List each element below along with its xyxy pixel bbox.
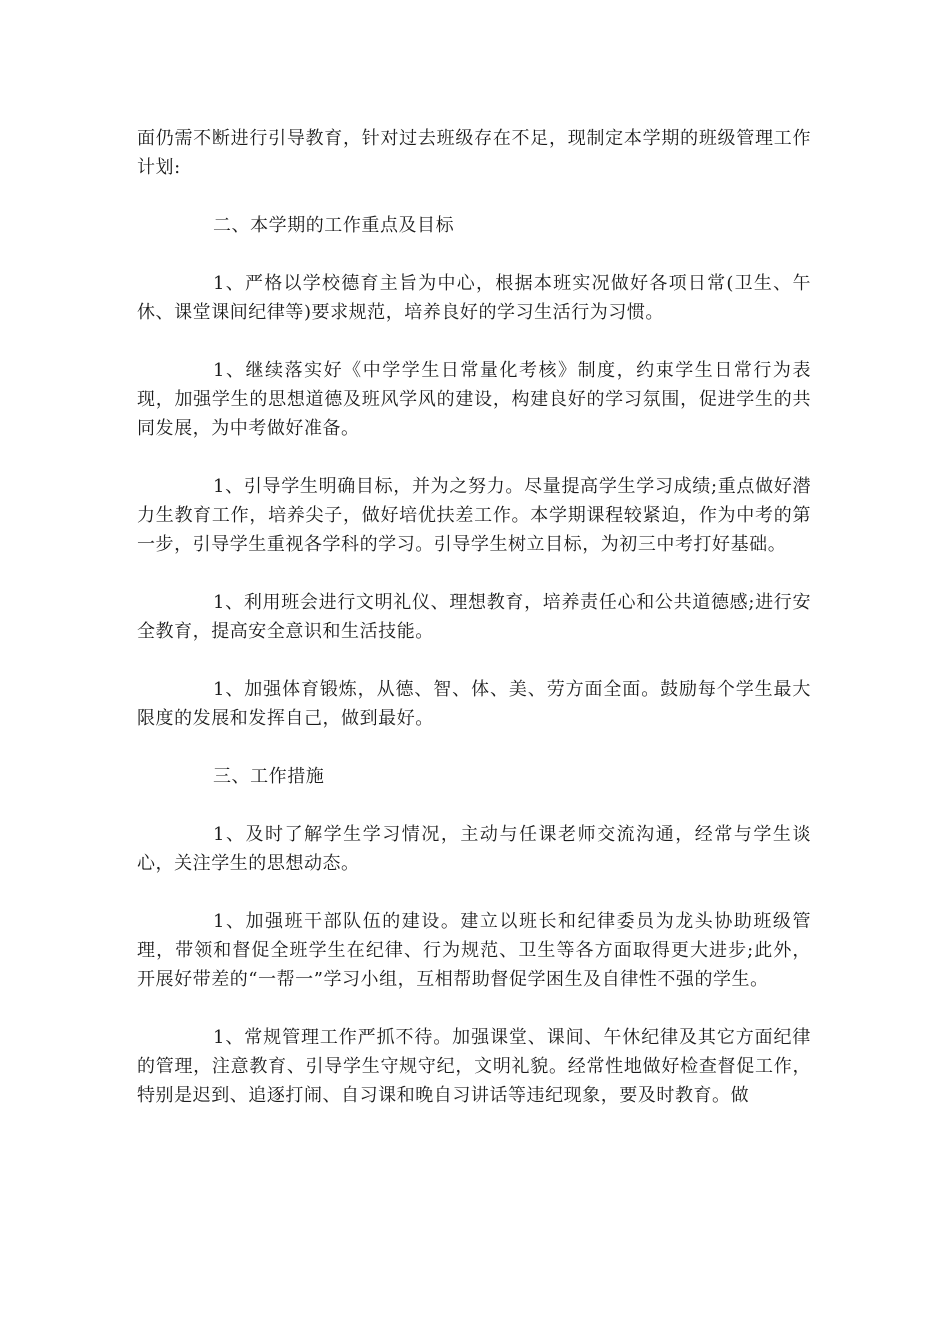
paragraph-goal-1: 1、严格以学校德育主旨为中心，根据本班实况做好各项日常(卫生、午休、课堂课间纪律等)要求规范，培养良好的学习生活行为习惯。 xyxy=(137,273,811,323)
section-heading-goals: 二、本学期的工作重点及目标 xyxy=(213,215,455,236)
section-heading-measures: 三、工作措施 xyxy=(213,766,325,787)
paragraph-goal-5: 1、加强体育锻炼，从德、智、体、美、劳方面全面。鼓励每个学生最大限度的发展和发挥自己，做到最好。 xyxy=(137,679,811,729)
paragraph-measure-2: 1、加强班干部队伍的建设。建立以班长和纪律委员为龙头协助班级管理，带领和督促全班学生在纪律、行为规范、卫生等各方面取得更大进步;此外，开展好带差的“一帮一”学习小组，互相帮助督促学困生及自律性不强的学生。 xyxy=(137,911,811,990)
paragraph-goal-3: 1、引导学生明确目标，并为之努力。尽量提高学生学习成绩;重点做好潜力生教育工作，培养尖子，做好培优扶差工作。本学期课程较紧迫，作为中考的第一步，引导学生重视各学科的学习。引导学生树立目标，为初三中考打好基础。 xyxy=(137,476,811,555)
paragraph-goal-2: 1、继续落实好《中学学生日常量化考核》制度，约束学生日常行为表现，加强学生的思想道德及班风学风的建设，构建良好的学习氛围，促进学生的共同发展，为中考做好准备。 xyxy=(137,360,811,439)
paragraph-intro-continuation: 面仍需不断进行引导教育，针对过去班级存在不足，现制定本学期的班级管理工作计划: xyxy=(137,128,811,178)
document-body xyxy=(137,124,811,1139)
paragraph-measure-1: 1、及时了解学生学习情况，主动与任课老师交流沟通，经常与学生谈心，关注学生的思想动态。 xyxy=(137,824,811,874)
paragraph-measure-3: 1、常规管理工作严抓不待。加强课堂、课间、午休纪律及其它方面纪律的管理，注意教育、引导学生守规守纪，文明礼貌。经常性地做好检查督促工作，特别是迟到、追逐打闹、自习课和晚自习讲话等违纪现象，要及时教育。做 xyxy=(137,1027,811,1106)
paragraph-goal-4: 1、利用班会进行文明礼仪、理想教育，培养责任心和公共道德感;进行安全教育，提高安全意识和生活技能。 xyxy=(137,592,811,642)
